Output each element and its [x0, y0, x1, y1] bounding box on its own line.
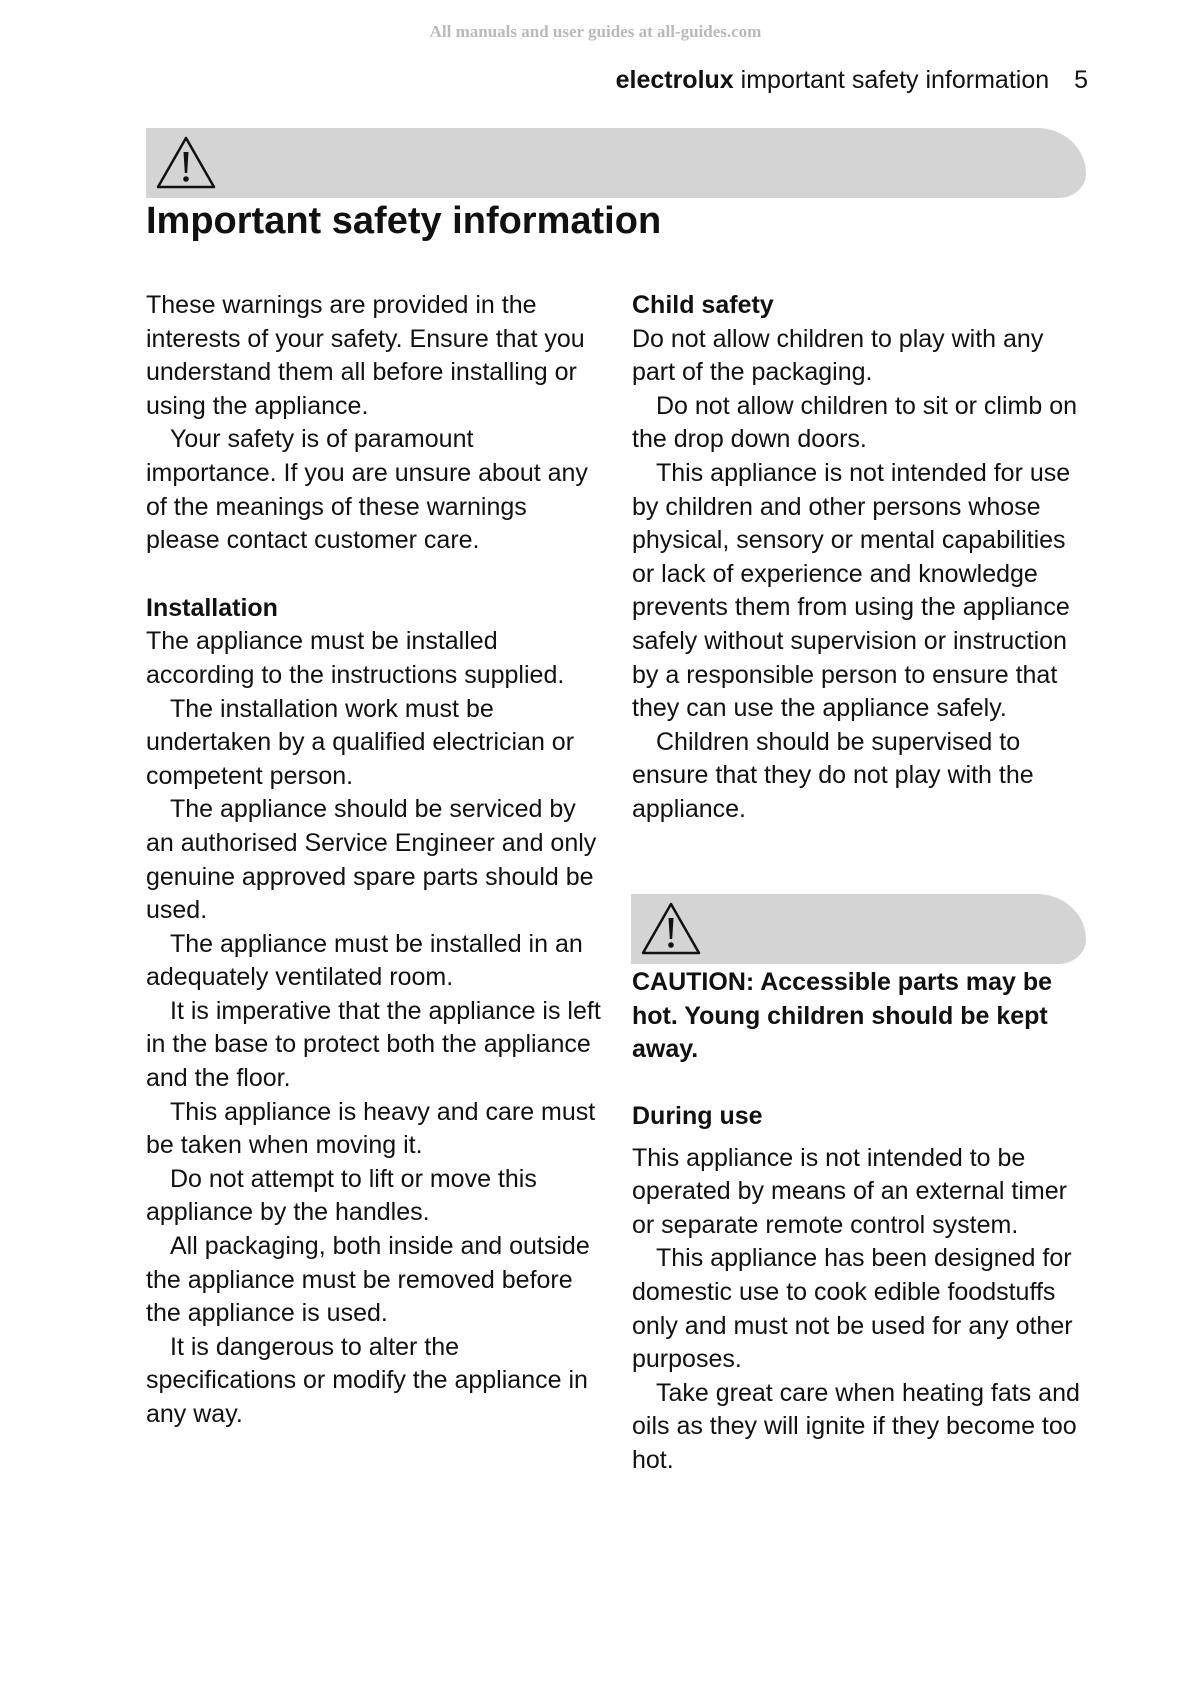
- child-safety-section: [632, 289, 1092, 827]
- installation-paragraph: The appliance must be installed according to the instructions supplied.: [146, 627, 565, 689]
- child-safety-paragraph: Do not allow children to sit or climb on the drop down doors.: [632, 391, 1078, 454]
- page-number: 5: [1074, 66, 1088, 94]
- caution-banner: [631, 894, 1086, 964]
- warning-triangle-icon: [639, 900, 703, 958]
- installation-paragraph: This appliance is heavy and care must be taken when moving it.: [146, 1097, 596, 1160]
- child-safety-paragraph: Children should be supervised to ensure that they do not play with the appliance.: [632, 727, 1034, 823]
- installation-paragraph: It is imperative that the appliance is left in the base to protect both the appliance and the floor.: [146, 996, 601, 1093]
- installation-paragraph: It is dangerous to alter the specifications or modify the appliance in any way.: [146, 1332, 588, 1428]
- brand-name: electrolux: [615, 66, 734, 94]
- section-name: important safety information: [740, 66, 1050, 94]
- child-safety-paragraph: This appliance is not intended for use by children and other persons whose physical, sensory or mental capabilities or lack of experience and knowledge prevents them from using the appliance safely without supervision or instruction by a responsible person to ensure that they can use the appliance safely.: [632, 458, 1071, 723]
- warning-triangle-icon: [154, 134, 218, 192]
- intro-paragraph: These warnings are provided in the interests of your safety. Ensure that you understand them all before installing or using the appliance.: [146, 291, 585, 420]
- intro-paragraph: Your safety is of paramount importance. If you are unsure about any of the meanings of these warnings please contact customer care.: [146, 425, 588, 555]
- installation-paragraph: The appliance should be serviced by an authorised Service Engineer and only genuine approved spare parts should be used.: [146, 795, 597, 925]
- watermark: All manuals and user guides at all-guides.com: [429, 22, 762, 41]
- during-use-paragraph: This appliance has been designed for domestic use to cook edible foodstuffs only and must not be used for any other purposes.: [632, 1244, 1073, 1374]
- warning-banner: [146, 128, 1086, 198]
- installation-paragraph: The appliance must be installed in an adequately ventilated room.: [146, 929, 583, 992]
- installation-paragraph: All packaging, both inside and outside the appliance must be removed before the appliance is used.: [146, 1232, 590, 1328]
- installation-heading: Installation: [146, 593, 278, 622]
- running-header: [616, 66, 1088, 95]
- installation-paragraph: The installation work must be undertaken by a qualified electrician or competent person.: [146, 694, 575, 790]
- during-use-heading: During use: [632, 1102, 763, 1130]
- child-safety-paragraph: Do not allow children to play with any part of the packaging.: [632, 324, 1044, 387]
- during-use-section: [632, 1100, 1092, 1478]
- left-column: [146, 289, 606, 1432]
- during-use-paragraph: Take great care when heating fats and oils as they will ignite if they become too hot.: [632, 1378, 1080, 1474]
- installation-paragraph: Do not attempt to lift or move this appliance by the handles.: [146, 1164, 537, 1227]
- caution-text: CAUTION: Accessible parts may be hot. Young children should be kept away.: [632, 968, 1053, 1064]
- during-use-paragraph: This appliance is not intended to be operated by means of an external timer or separate remote control system.: [632, 1143, 1067, 1239]
- page-title: Important safety information: [146, 200, 662, 242]
- child-safety-heading: Child safety: [632, 291, 774, 319]
